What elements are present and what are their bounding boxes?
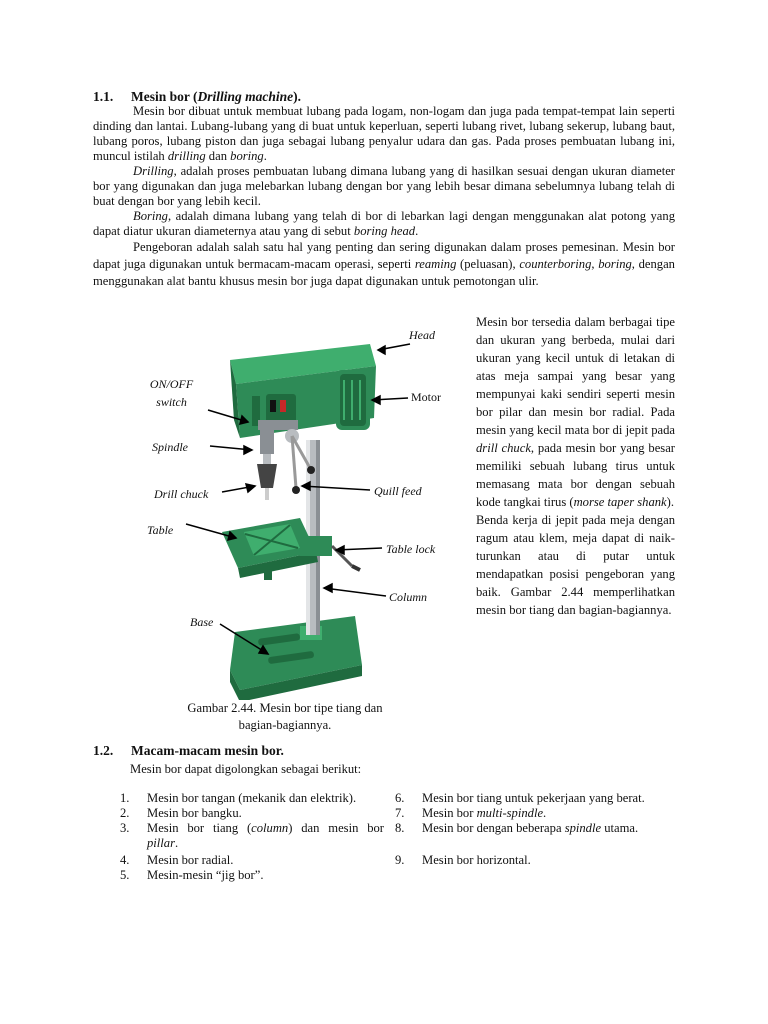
section-intro: Mesin bor dapat digolongkan sebagai berikut: [130,762,362,776]
intro-paragraphs [93,104,675,290]
label-motor: Motor [411,390,441,404]
list-item: 2. Mesin bor bangku. [120,806,242,820]
list-item: 3. Mesin bor tiang (column) dan mesin bor pillar. [120,821,384,850]
label-table-lock: Table lock [386,542,436,556]
motor-shape [336,370,370,430]
list-item: 7. Mesin bor multi-spindle. [395,806,547,820]
label-table: Table [147,523,174,537]
list-item: 6. Mesin bor tiang untuk pekerjaan yang berat. [395,791,645,805]
paragraph-intro: Mesin bor dibuat untuk membuat lubang pada logam, non-logam dan juga pada tempat-tempat lain seperti dinding dan lantai. Lubang-lubang yang di buat untuk keperluan, seperti lubang rivet, lubang sekerup, lubang baut, lubang poros, lubang piston dan juga sebagai lubang penyalur udara dan gas. Pada proses pembuatan lubang ini, muncul istilah drilling dan boring. [93,104,675,163]
figure-caption: Gambar 2.44. Mesin bor tipe tiang dan bagian-bagiannya. [187,701,383,732]
label-quill-feed: Quill feed [374,484,422,498]
paragraph-boring: Boring, adalah dimana lubang yang telah di bor di lebarkan lagi dengan menggunakan alat potong yang dapat diatur ukuran diameternya atau yang di sebut boring head. [93,209,675,238]
label-spindle: Spindle [152,440,188,454]
label-switch: switch [156,395,187,409]
paragraph-benda-kerja: Benda kerja di jepit pada meja dengan ragum atau klem, meja dapat di naik-turunkan atau di putar untuk mendapatkan posisi pengeboran yang baik. Gambar 2.44 memperlihatkan mesin bor tiang dan bagian-bagiannya. [476,513,675,617]
section-number: 1.1. [93,89,114,104]
base-shape [230,616,362,700]
list-item: 5. Mesin-mesin “jig bor”. [120,868,264,882]
section-heading-1-2: 1.2. Macam-macam mesin bor. [93,743,284,758]
section-heading-1-1: 1.1. Mesin bor (Drilling machine). [93,89,302,104]
label-base: Base [190,615,214,629]
spindle-chuck-shape [257,430,277,500]
paragraph-mesin-tersedia: Mesin bor tersedia dalam berbagai tipe dan ukuran yang berbeda, mulai dari ukuran yang kecil untuk di letakan di atas meja sampai yang besar yang mempunyai kaki sendiri seperti mesin bor pilar dan mesin bor radial. Pada mesin yang kecil mata bor di jepit pada drill chuck, pada mesin bor yang besar memiliki sebuah lubang tirus untuk memasang mata bor dengan sebuah kode tangkai tirus (morse taper shank). [476,315,675,509]
paragraph-pengeboran: Pengeboran adalah salah satu hal yang penting dan sering digunakan dalam proses pemesinan. Mesin bor dapat juga digunakan untuk bermacam-macam operasi, seperti reaming (peluasan), counterboring, boring, dengan menggunakan alat bantu khusus mesin bor juga dapat digunakan untuk pemotongan ulir. [93,240,675,288]
list-right [395,791,685,868]
paragraph-drilling: Drilling, adalah proses pembuatan lubang dimana lubang yang di hasilkan sesuai dengan ukuran diameter bor yang digunakan dan juga melebarkan lubang dengan bor yang lebih besar dimana sebelumnya lubang telah di buat dengan bor yang lebih kecil. [93,164,675,208]
section-number: 1.2. [93,743,114,758]
label-column: Column [389,590,428,604]
label-head: Head [409,328,435,342]
label-drill-chuck: Drill chuck [154,487,209,501]
label-onoff: ON/OFF [149,377,194,391]
list-item: 4. Mesin bor radial. [120,853,234,867]
list-item: 8. Mesin bor dengan beberapa spindle utama. [395,821,639,835]
list-item: 1. Mesin bor tangan (mekanik dan elektrik). [120,791,357,805]
side-column [476,313,675,619]
list-left [120,791,384,883]
list-item: 9. Mesin bor horizontal. [395,853,531,867]
